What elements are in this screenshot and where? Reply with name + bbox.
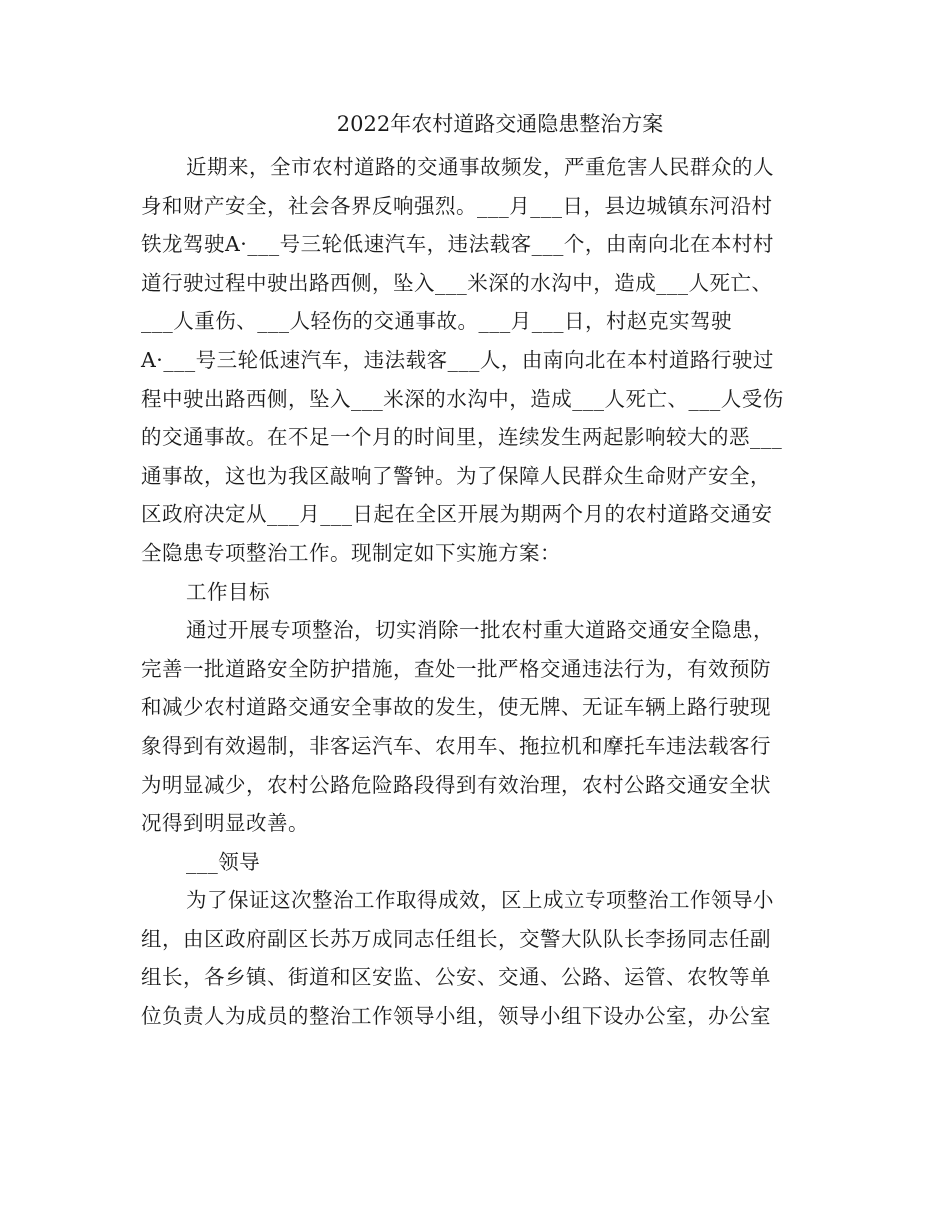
section-heading: 工作目标	[186, 579, 270, 604]
document-title: 2022年农村道路交通隐患整治方案	[336, 112, 664, 136]
paragraph-line: 区政府决定从___月___日起在全区开展为期两个月的农村道路交通安	[141, 502, 773, 527]
paragraph-line: 为明显减少，农村公路危险路段得到有效治理，农村公路交通安全状	[141, 772, 771, 797]
paragraph-line: 通过开展专项整治，切实消除一批农村重大道路交通安全隐患，	[186, 618, 774, 643]
paragraph-line: 和减少农村道路交通安全事故的发生，使无牌、无证车辆上路行驶现	[141, 695, 771, 720]
paragraph-line: 象得到有效遏制，非客运汽车、农用车、拖拉机和摩托车违法载客行	[141, 733, 771, 758]
paragraph-line: 身和财产安全，社会各界反响强烈。___月___日，县边城镇东河沿村	[141, 193, 773, 218]
paragraph-line: 通事故，这也为我区敲响了警钟。为了保障人民群众生命财产安全，	[141, 463, 771, 488]
paragraph-line: 完善一批道路安全防护措施，查处一批严格交通违法行为，有效预防	[141, 656, 771, 681]
paragraph-line: 组长，各乡镇、街道和区安监、公安、交通、公路、运管、农牧等单	[141, 965, 771, 990]
paragraph-line: 程中驶出路西侧，坠入___米深的水沟中，造成___人死亡、___人受伤	[141, 386, 784, 411]
section-heading: ___领导	[186, 849, 261, 874]
paragraph-line: 况得到明显改善。	[141, 811, 309, 836]
paragraph-line: 的交通事故。在不足一个月的时间里，连续发生两起影响较大的恶___	[141, 425, 783, 450]
paragraph-line: 全隐患专项整治工作。现制定如下实施方案：	[141, 540, 561, 565]
paragraph-line: ___人重伤、___人轻伤的交通事故。___月___日，村赵克实驾驶	[141, 309, 732, 334]
paragraph-line: 位负责人为成员的整治工作领导小组，领导小组下设办公室，办公室	[141, 1004, 771, 1029]
paragraph-line: 组，由区政府副区长苏万成同志任组长，交警大队队长李扬同志任副	[141, 926, 771, 951]
paragraph-line: 为了保证这次整治工作取得成效，区上成立专项整治工作领导小	[186, 888, 774, 913]
document-body	[141, 148, 816, 1036]
paragraph-line: 近期来，全市农村道路的交通事故频发，严重危害人民群众的人	[186, 155, 774, 179]
paragraph-line: 铁龙驾驶A·___号三轮低速汽车，违法载客___个，由南向北在本村村	[141, 232, 774, 257]
paragraph-line: 道行驶过程中驶出路西侧，坠入___米深的水沟中，造成___人死亡、	[141, 270, 773, 295]
paragraph-line: A·___号三轮低速汽车，违法载客___人，由南向北在本村道路行驶过	[141, 347, 774, 372]
